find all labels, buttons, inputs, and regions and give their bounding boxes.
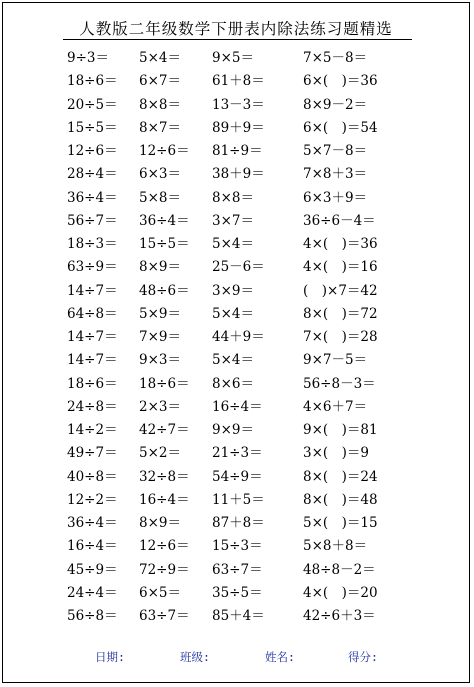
problem-cell: 5×8＝ [139, 189, 181, 206]
problem-cell: 6×3＋9＝ [303, 189, 368, 206]
problem-cell: 38＋9＝ [212, 166, 265, 183]
problem-cell: 7×5－8＝ [303, 50, 368, 66]
problem-cell: 8×9＝ [139, 259, 181, 276]
problem-cell: 6×3＝ [139, 166, 181, 183]
problem-cell: 18÷6＝ [67, 73, 118, 90]
problem-cell: 44＋9＝ [212, 329, 265, 345]
problem-cell: 15÷3＝ [212, 538, 263, 555]
problem-cell: 63÷9＝ [67, 259, 118, 276]
problem-cell: 24÷4＝ [67, 584, 118, 601]
problem-cell: 63÷7＝ [139, 608, 190, 624]
problem-cell: 5×8＋8＝ [303, 538, 368, 555]
problem-cell: 24÷8＝ [67, 398, 118, 415]
problem-cell: 5×7－8＝ [303, 143, 368, 159]
problem-cell: 13－3＝ [212, 96, 265, 113]
problem-cell: 4×6＋7＝ [303, 398, 368, 415]
problem-cell: 5×4＝ [139, 50, 181, 66]
name-label: 姓名: [265, 650, 295, 664]
problem-cell: 87＋8＝ [212, 515, 265, 531]
problem-cell: 56÷8－3＝ [303, 375, 376, 392]
problem-cell: 8×7＝ [139, 119, 181, 136]
problem-cell: 15÷5＝ [139, 236, 190, 252]
problem-cell: 6×7＝ [139, 73, 181, 90]
problem-cell: 15÷5＝ [67, 119, 118, 136]
problem-cell: 36÷4＝ [67, 515, 118, 531]
problem-cell: 12÷6＝ [139, 143, 190, 159]
problem-cell: 12÷6＝ [139, 538, 190, 555]
problem-cell: 6×( )＝54 [303, 119, 378, 136]
problem-cell: 6×( )＝36 [303, 73, 378, 90]
problem-cell: 42÷6＋3＝ [303, 608, 376, 624]
worksheet-page [2, 2, 470, 683]
problem-cell: 8×9＝ [139, 515, 181, 531]
problem-cell: 85＋4＝ [212, 608, 265, 624]
problem-cell: 36÷4＝ [67, 189, 118, 206]
problem-cell: 36÷6－4＝ [303, 212, 376, 229]
problem-cell: 12÷2＝ [67, 491, 118, 508]
problem-cell: 16÷4＝ [67, 538, 118, 555]
problem-cell: 5×( )＝15 [303, 515, 378, 531]
problem-cell: 3×9＝ [212, 282, 254, 299]
problem-cell: 9÷3＝ [67, 50, 109, 66]
problem-cell: 64÷8＝ [67, 305, 118, 322]
problem-cell: 8×( )＝72 [303, 305, 378, 322]
problem-cell: 56÷7＝ [67, 212, 118, 229]
problem-cell: ( )×7＝42 [303, 282, 378, 299]
problem-cell: 7×9＝ [139, 329, 181, 345]
footer-fields [3, 649, 469, 667]
problem-cell: 72÷9＝ [139, 561, 190, 578]
problem-cell: 8×8＝ [139, 96, 181, 113]
problem-cell: 3×( )＝9 [303, 445, 370, 462]
problem-cell: 5×4＝ [212, 236, 254, 252]
problem-cell: 14÷7＝ [67, 352, 118, 369]
problem-cell: 9×9＝ [212, 422, 254, 438]
problem-cell: 5×4＝ [212, 352, 254, 369]
problem-cell: 7×8＋3＝ [303, 166, 368, 183]
date-label: 日期: [95, 650, 125, 664]
problem-cell: 20÷5＝ [67, 96, 118, 113]
problem-cell: 8×9－2＝ [303, 96, 368, 113]
problem-grid [67, 47, 413, 628]
problem-cell: 8×( )＝24 [303, 468, 378, 485]
problem-cell: 9×5＝ [212, 50, 254, 66]
problem-cell: 4×( )＝36 [303, 236, 378, 252]
class-label: 班级: [180, 650, 210, 664]
problem-cell: 42÷7＝ [139, 422, 190, 438]
problem-cell: 63÷7＝ [212, 561, 263, 578]
problem-cell: 18÷3＝ [67, 236, 118, 252]
problem-cell: 12÷6＝ [67, 143, 118, 159]
problem-cell: 14÷7＝ [67, 282, 118, 299]
problem-cell: 32÷8＝ [139, 468, 190, 485]
problem-cell: 5×9＝ [139, 305, 181, 322]
problem-cell: 9×3＝ [139, 352, 181, 369]
problem-cell: 25－6＝ [212, 259, 265, 276]
score-label: 得分: [348, 650, 378, 664]
worksheet-title: 人教版二年级数学下册表内除法练习题精选 [79, 20, 393, 38]
problem-cell: 54÷9＝ [212, 468, 263, 485]
problem-cell: 5×2＝ [139, 445, 181, 462]
problem-cell: 8×6＝ [212, 375, 254, 392]
problem-cell: 8×( )＝48 [303, 491, 378, 508]
problem-cell: 48÷8－2＝ [303, 561, 376, 578]
problem-cell: 56÷8＝ [67, 608, 118, 624]
problem-cell: 14÷7＝ [67, 329, 118, 345]
problem-cell: 28÷4＝ [67, 166, 118, 183]
problem-cell: 3×7＝ [212, 212, 254, 229]
problem-cell: 35÷5＝ [212, 584, 263, 601]
problem-cell: 18÷6＝ [67, 375, 118, 392]
problem-cell: 11＋5＝ [212, 491, 265, 508]
problem-cell: 48÷6＝ [139, 282, 190, 299]
problem-cell: 9×7－5＝ [303, 352, 368, 369]
problem-cell: 4×( )＝20 [303, 584, 378, 601]
problem-cell: 45÷9＝ [67, 561, 118, 578]
problem-cell: 14÷2＝ [67, 422, 118, 438]
title-underline [63, 39, 412, 40]
problem-cell: 49÷7＝ [67, 445, 118, 462]
problem-cell: 36÷4＝ [139, 212, 190, 229]
problem-cell: 61＋8＝ [212, 73, 265, 90]
problem-cell: 9×( )＝81 [303, 422, 378, 438]
problem-cell: 18÷6＝ [139, 375, 190, 392]
problem-cell: 21÷3＝ [212, 445, 263, 462]
problem-cell: 6×5＝ [139, 584, 181, 601]
problem-cell: 7×( )＝28 [303, 329, 378, 345]
problem-cell: 89＋9＝ [212, 119, 265, 136]
problem-cell: 16÷4＝ [212, 398, 263, 415]
problem-cell: 40÷8＝ [67, 468, 118, 485]
problem-cell: 4×( )＝16 [303, 259, 378, 276]
problem-cell: 8×8＝ [212, 189, 254, 206]
problem-cell: 2×3＝ [139, 398, 181, 415]
problem-cell: 16÷4＝ [139, 491, 190, 508]
problem-cell: 5×4＝ [212, 305, 254, 322]
problem-cell: 81÷9＝ [212, 143, 263, 159]
